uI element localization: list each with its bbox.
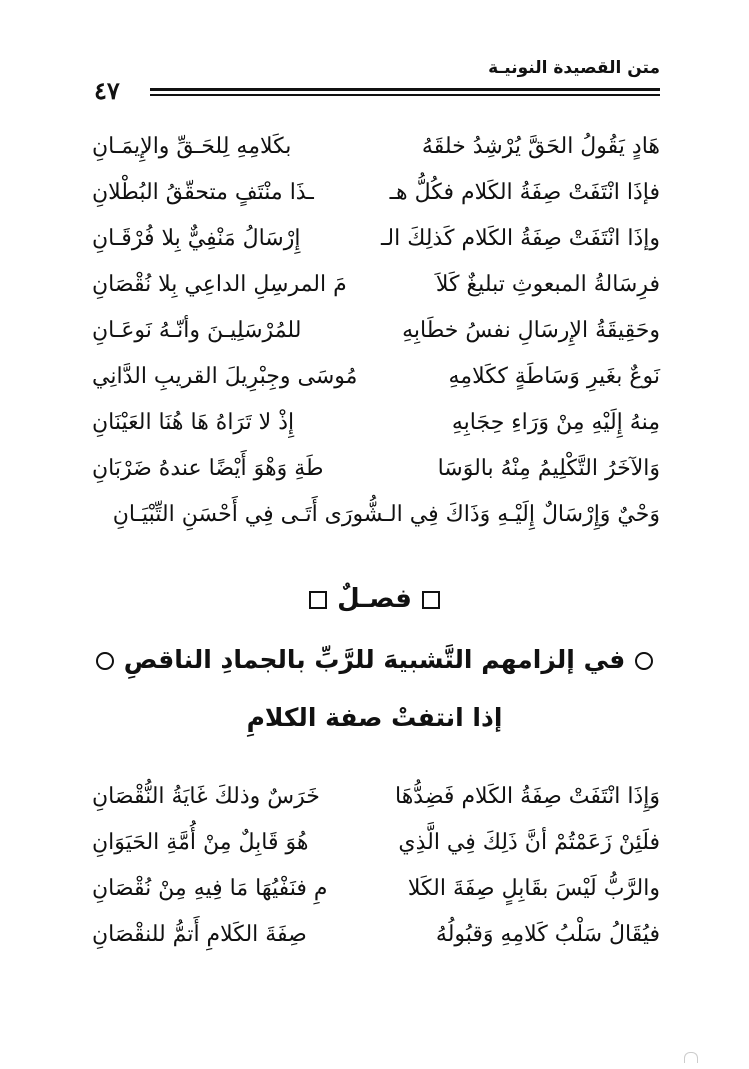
verse-line: [92, 775, 660, 821]
verse-first-hemistich: فإذَا انْتَفَتْ صِفَةُ الكَلام فكُلُّ هـ: [389, 180, 660, 205]
verse-line-full: [92, 493, 660, 539]
verse-first-hemistich: نَوعٌ بغَيرِ وَسَاطَةٍ ككَلامِهِ: [448, 364, 660, 389]
verse-line: [92, 913, 660, 959]
verse-line: [92, 821, 660, 867]
section-subtitle: [0, 645, 749, 674]
verse-first-hemistich: فلَئِنْ زَعَمْتُمْ أنَّ ذَلِكَ فِي الَّذِي: [398, 830, 660, 855]
verse-second-hemistich: مَ المرسِلِ الداعِي بِلا نُقْصَانِ: [92, 272, 347, 297]
section-heading: [0, 584, 749, 614]
verse-second-hemistich: للمُرْسَلِيـنَ وأنّـهُ نَوعَـانِ: [92, 318, 302, 343]
verse-first-hemistich: فرِسَالةُ المبعوثِ تبليغٌ كَلاَ: [435, 272, 660, 297]
running-title: متن القصيدة النونيـة: [488, 58, 660, 78]
verse-second-hemistich: إِذْ لا تَرَاهُ هَا هُنَا العَيْنَانِ: [92, 410, 295, 435]
verse-line: [92, 447, 660, 493]
verse-line: [92, 309, 660, 355]
verse-first-hemistich: وَالآخَرُ التَّكْلِيمُ مِنْهُ بالوَسَا: [437, 456, 660, 481]
scan-mark: [684, 1052, 698, 1063]
verse-single-line: وَحْيٌ وَإِرْسَالٌ إِلَيْـهِ وَذَاكَ فِي الـشُّورَى أَتَـى فِي أَحْسَنِ التِّبْيَـانِ: [112, 502, 660, 527]
verse-second-hemistich: صِفَةَ الكَلامِ أَتمُّ للنقْصَانِ: [92, 922, 307, 947]
verse-first-hemistich: وَإِذَا انْتَفَتْ صِفَةُ الكَلام فَضِدُّهَا: [395, 784, 660, 809]
verse-first-hemistich: فيُقَالُ سَلْبُ كَلامِهِ وَقبُولُهُ: [435, 922, 660, 947]
verse-first-hemistich: والرَّبُّ لَيْسَ بقَابِلٍ صِفَةَ الكَلا: [407, 876, 660, 901]
verse-second-hemistich: إِرْسَالُ مَنْفِيٌّ بِلا فُرْقَـانِ: [92, 226, 301, 251]
verse-line: [92, 401, 660, 447]
verse-first-hemistich: وإذَا انْتَفَتْ صِفَةُ الكَلام كَذلِكَ الـ: [380, 226, 660, 251]
verse-second-hemistich: طَةِ وَهْوَ أَيْضًا عندهُ ضَرْبَانِ: [92, 456, 324, 481]
header-rule-thin: [150, 94, 660, 96]
verse-line: [92, 217, 660, 263]
section-heading-text: فصـلٌ: [337, 584, 412, 614]
verse-first-hemistich: مِنهُ إِلَيْهِ مِنْ وَرَاءِ حِجَابِهِ: [451, 410, 660, 435]
verse-line: [92, 125, 660, 171]
verse-second-hemistich: بكَلامِهِ لِلحَـقِّ والإِيمَـانِ: [92, 134, 292, 159]
verse-line: [92, 355, 660, 401]
verse-first-hemistich: هَادٍ يَقُولُ الحَقَّ يُرْشِدُ خلقَهُ: [421, 134, 660, 159]
page-header: [90, 48, 660, 108]
verse-line: [92, 263, 660, 309]
circle-ornament-icon: [96, 652, 114, 670]
page-number: ٤٧: [94, 76, 120, 105]
header-rule: [150, 88, 660, 91]
verse-second-hemistich: ـذَا منْتَفٍ متحقّقُ البُطْلانِ: [92, 180, 314, 205]
section-subheading: إذا انتفتْ صفة الكلامِ: [246, 703, 503, 732]
verse-second-hemistich: خَرَسٌ وذلكَ غَايَةُ النُّقْصَانِ: [92, 784, 320, 809]
square-ornament-icon: [309, 591, 327, 609]
verse-line: [92, 171, 660, 217]
circle-ornament-icon: [635, 652, 653, 670]
poem-verses-top: [92, 125, 660, 539]
square-ornament-icon: [422, 591, 440, 609]
verse-second-hemistich: هُوَ قَابِلٌ مِنْ أُمَّةِ الحَيَوَانِ: [92, 830, 309, 855]
section-subtitle-text: في إلزامهم التَّشبيهَ للرَّبِّ بالجمادِ الناقصِ: [123, 645, 626, 674]
verse-second-hemistich: مِ فنَفْيُهَا مَا فِيهِ مِنْ نُقْصَانِ: [92, 876, 328, 901]
verse-first-hemistich: وحَقِيقَةُ الإِرسَالِ نفسُ خطَابِهِ: [402, 318, 660, 343]
poem-verses-bottom: [92, 775, 660, 959]
verse-second-hemistich: مُوسَى وجِبْرِيلَ القريبِ الدَّانِي: [92, 364, 358, 389]
verse-line: [92, 867, 660, 913]
